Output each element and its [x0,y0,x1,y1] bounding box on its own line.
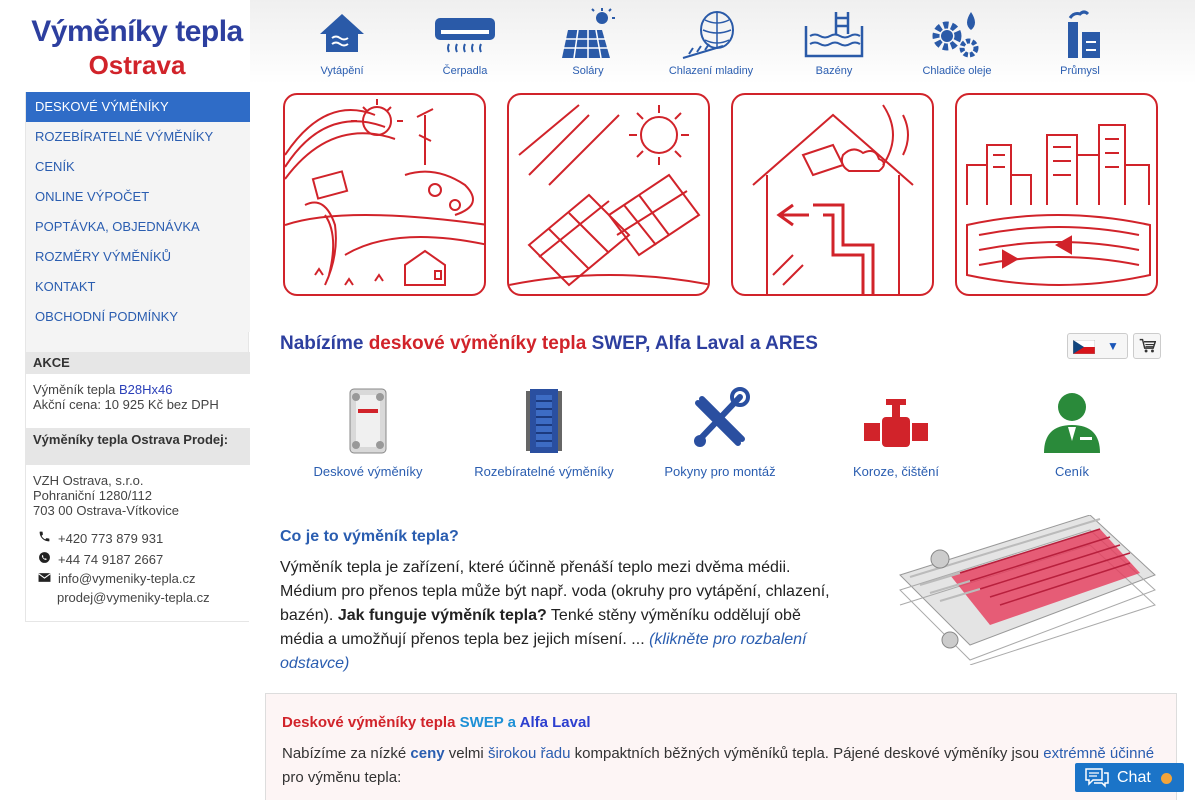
logo-line2: Ostrava [88,50,186,80]
category-deskove[interactable] [280,385,456,485]
category-label: Rozebíratelné výměníky [474,464,614,479]
house-heat-icon [312,8,372,60]
sales-heading: Výměníky tepla Ostrava Prodej: [26,428,250,465]
menu-item-online-vypocet[interactable]: ONLINE VÝPOČET [26,182,250,212]
main-menu [26,92,250,332]
swep-link[interactable]: SWEP [459,714,504,731]
topbar-item-chladice-oleje[interactable] [902,0,1012,84]
menu-item-obchodni-podminky[interactable]: OBCHODNÍ PODMÍNKY [26,302,250,332]
box-text4: pro výměnu tepla: [282,769,402,786]
what-text2: Tenké stěny výměníku oddělují obě média a umožňují přenos tepla bez jejich mísení. ... [280,607,801,648]
topbar-label: Bazény [815,65,853,77]
czech-flag-icon [1073,340,1095,354]
box-text3: kompaktních běžných výměníků tepla. Pájené deskové výměníky jsou [570,745,1044,762]
akce-price: Akční cena: 10 925 Kč bez DPH [33,397,219,412]
site-logo[interactable] [25,0,249,92]
factory-icon [1050,8,1110,60]
menu-item-rozebiratelne[interactable]: ROZEBÍRATELNÉ VÝMĚNÍKY [26,122,250,152]
category-label: Pokyny pro montáž [664,464,776,479]
topbar-item-vytapeni[interactable] [287,0,397,84]
what-bold: Jak funguje výměník tepla? [337,607,547,624]
hero-tile-landscape[interactable] [283,93,486,296]
menu-item-rozmery[interactable]: ROZMĚRY VÝMĚNÍKŮ [26,242,250,272]
box-paragraph [282,742,1162,790]
email-info[interactable]: info@vymeniky-tepla.cz [58,571,196,586]
phone-icon [35,530,53,547]
top-category-bar [250,0,1195,84]
siroka-rada-link[interactable]: širokou řadu [487,745,571,762]
category-label: Koroze, čištění [853,464,939,479]
hero-tile-solar[interactable] [507,93,710,296]
chat-button[interactable] [1075,763,1184,792]
category-rozebiratelne[interactable] [456,385,632,485]
category-label: Ceník [1055,464,1089,479]
category-koroze[interactable] [808,385,984,485]
akce-box [26,374,250,428]
category-label: Deskové výměníky [313,464,423,479]
topbar-item-solary[interactable] [533,0,643,84]
phone-row[interactable] [35,530,163,547]
alfa-laval-link[interactable]: Alfa Laval [519,714,591,731]
email-icon [35,571,53,587]
topbar-label: Chlazení mladiny [668,65,754,77]
company-name: VZH Ostrava, s.r.o. [33,473,144,488]
valve-icon [864,387,928,455]
pool-icon [804,8,864,60]
box-heading-red: Deskové výměníky tepla [282,714,456,731]
whatsapp-number: +44 74 9187 2667 [58,552,164,567]
category-cenik[interactable] [984,385,1160,485]
category-pokyny[interactable] [632,385,808,485]
house-illustration [733,95,934,296]
whatsapp-icon [35,551,53,568]
plate-exchanger-icon [336,387,400,455]
topbar-item-prumysl[interactable] [1025,0,1135,84]
akce-product-prefix: Výměník tepla [33,382,116,397]
landscape-illustration [285,95,486,296]
menu-item-cenik[interactable]: CENÍK [26,152,250,182]
cart-icon [1139,338,1156,354]
box-text1: Nabízíme za nízké [282,745,411,762]
hop-icon [681,8,741,60]
logo-line1: Výměníky tepla [31,15,243,48]
solar-panel-icon [558,8,618,60]
hero-tile-house[interactable] [731,93,934,296]
topbar-label: Chladiče oleje [922,65,992,77]
menu-item-deskove[interactable]: DESKOVÉ VÝMĚNÍKY [26,92,250,122]
menu-item-poptavka[interactable]: POPTÁVKA, OBJEDNÁVKA [26,212,250,242]
whatsapp-row[interactable] [35,551,163,568]
headline-part3: SWEP, Alfa Laval a ARES [591,333,818,354]
email-row[interactable] [35,571,195,587]
topbar-label: Čerpadla [442,65,488,77]
box-heading-a: a [503,714,520,731]
company-city: 703 00 Ostrava-Vítkovice [33,503,179,518]
akce-heading: AKCE [26,352,250,374]
gears-oil-icon [927,8,987,60]
phone-number: +420 773 879 931 [58,531,164,546]
language-select[interactable] [1067,333,1128,359]
headline-part1: Nabízíme [280,333,364,354]
chat-status-dot [1161,773,1172,784]
topbar-item-chlazeni-mladiny[interactable] [656,0,766,84]
heat-pump-icon [435,8,495,60]
topbar-label: Soláry [572,65,604,77]
topbar-item-bazeny[interactable] [779,0,889,84]
ucinne-link[interactable]: extrémně účinné [1043,745,1155,762]
topbar-label: Průmysl [1060,65,1100,77]
what-text1: Výměník tepla je zařízení, které účinně přenáší teplo mezi dvěma médii. Médium pro přenos tepla může být např. voda (okruhy pro vytápění, chlazení, bazén). [280,559,830,624]
ceny-link[interactable]: ceny [410,745,445,762]
cart-button[interactable] [1133,333,1161,359]
chat-bubbles-icon [1084,767,1110,788]
heat-exchanger-image [890,515,1160,665]
what-is-heading[interactable]: Co je to výměník tepla? [280,528,459,545]
expand-link[interactable]: (klikněte pro rozbalení odstavce) [280,631,807,672]
company-street: Pohraniční 1280/112 [33,488,153,503]
headline-part2: deskové výměníky tepla [368,333,587,354]
box-heading [282,714,591,731]
what-is-paragraph[interactable] [280,556,840,676]
sidebar [25,92,249,622]
language-arrow-icon: ▼ [1107,339,1119,353]
akce-product-link[interactable]: B28Hx46 [119,382,173,397]
hero-tile-city[interactable] [955,93,1158,296]
page-headline [280,333,818,355]
chat-label: Chat [1117,769,1151,786]
city-illustration [957,95,1158,296]
person-icon [1040,387,1104,455]
email-prodej[interactable]: prodej@vymeniky-tepla.cz [57,590,210,605]
box-text2: velmi [444,745,488,762]
topbar-item-cerpadla[interactable] [410,0,520,84]
solar-illustration [509,95,710,296]
gasketed-exchanger-icon [512,387,576,455]
deskove-info-box [265,693,1177,800]
topbar-label: Vytápění [320,65,364,77]
menu-item-kontakt[interactable]: KONTAKT [26,272,250,302]
tools-icon [688,387,752,455]
